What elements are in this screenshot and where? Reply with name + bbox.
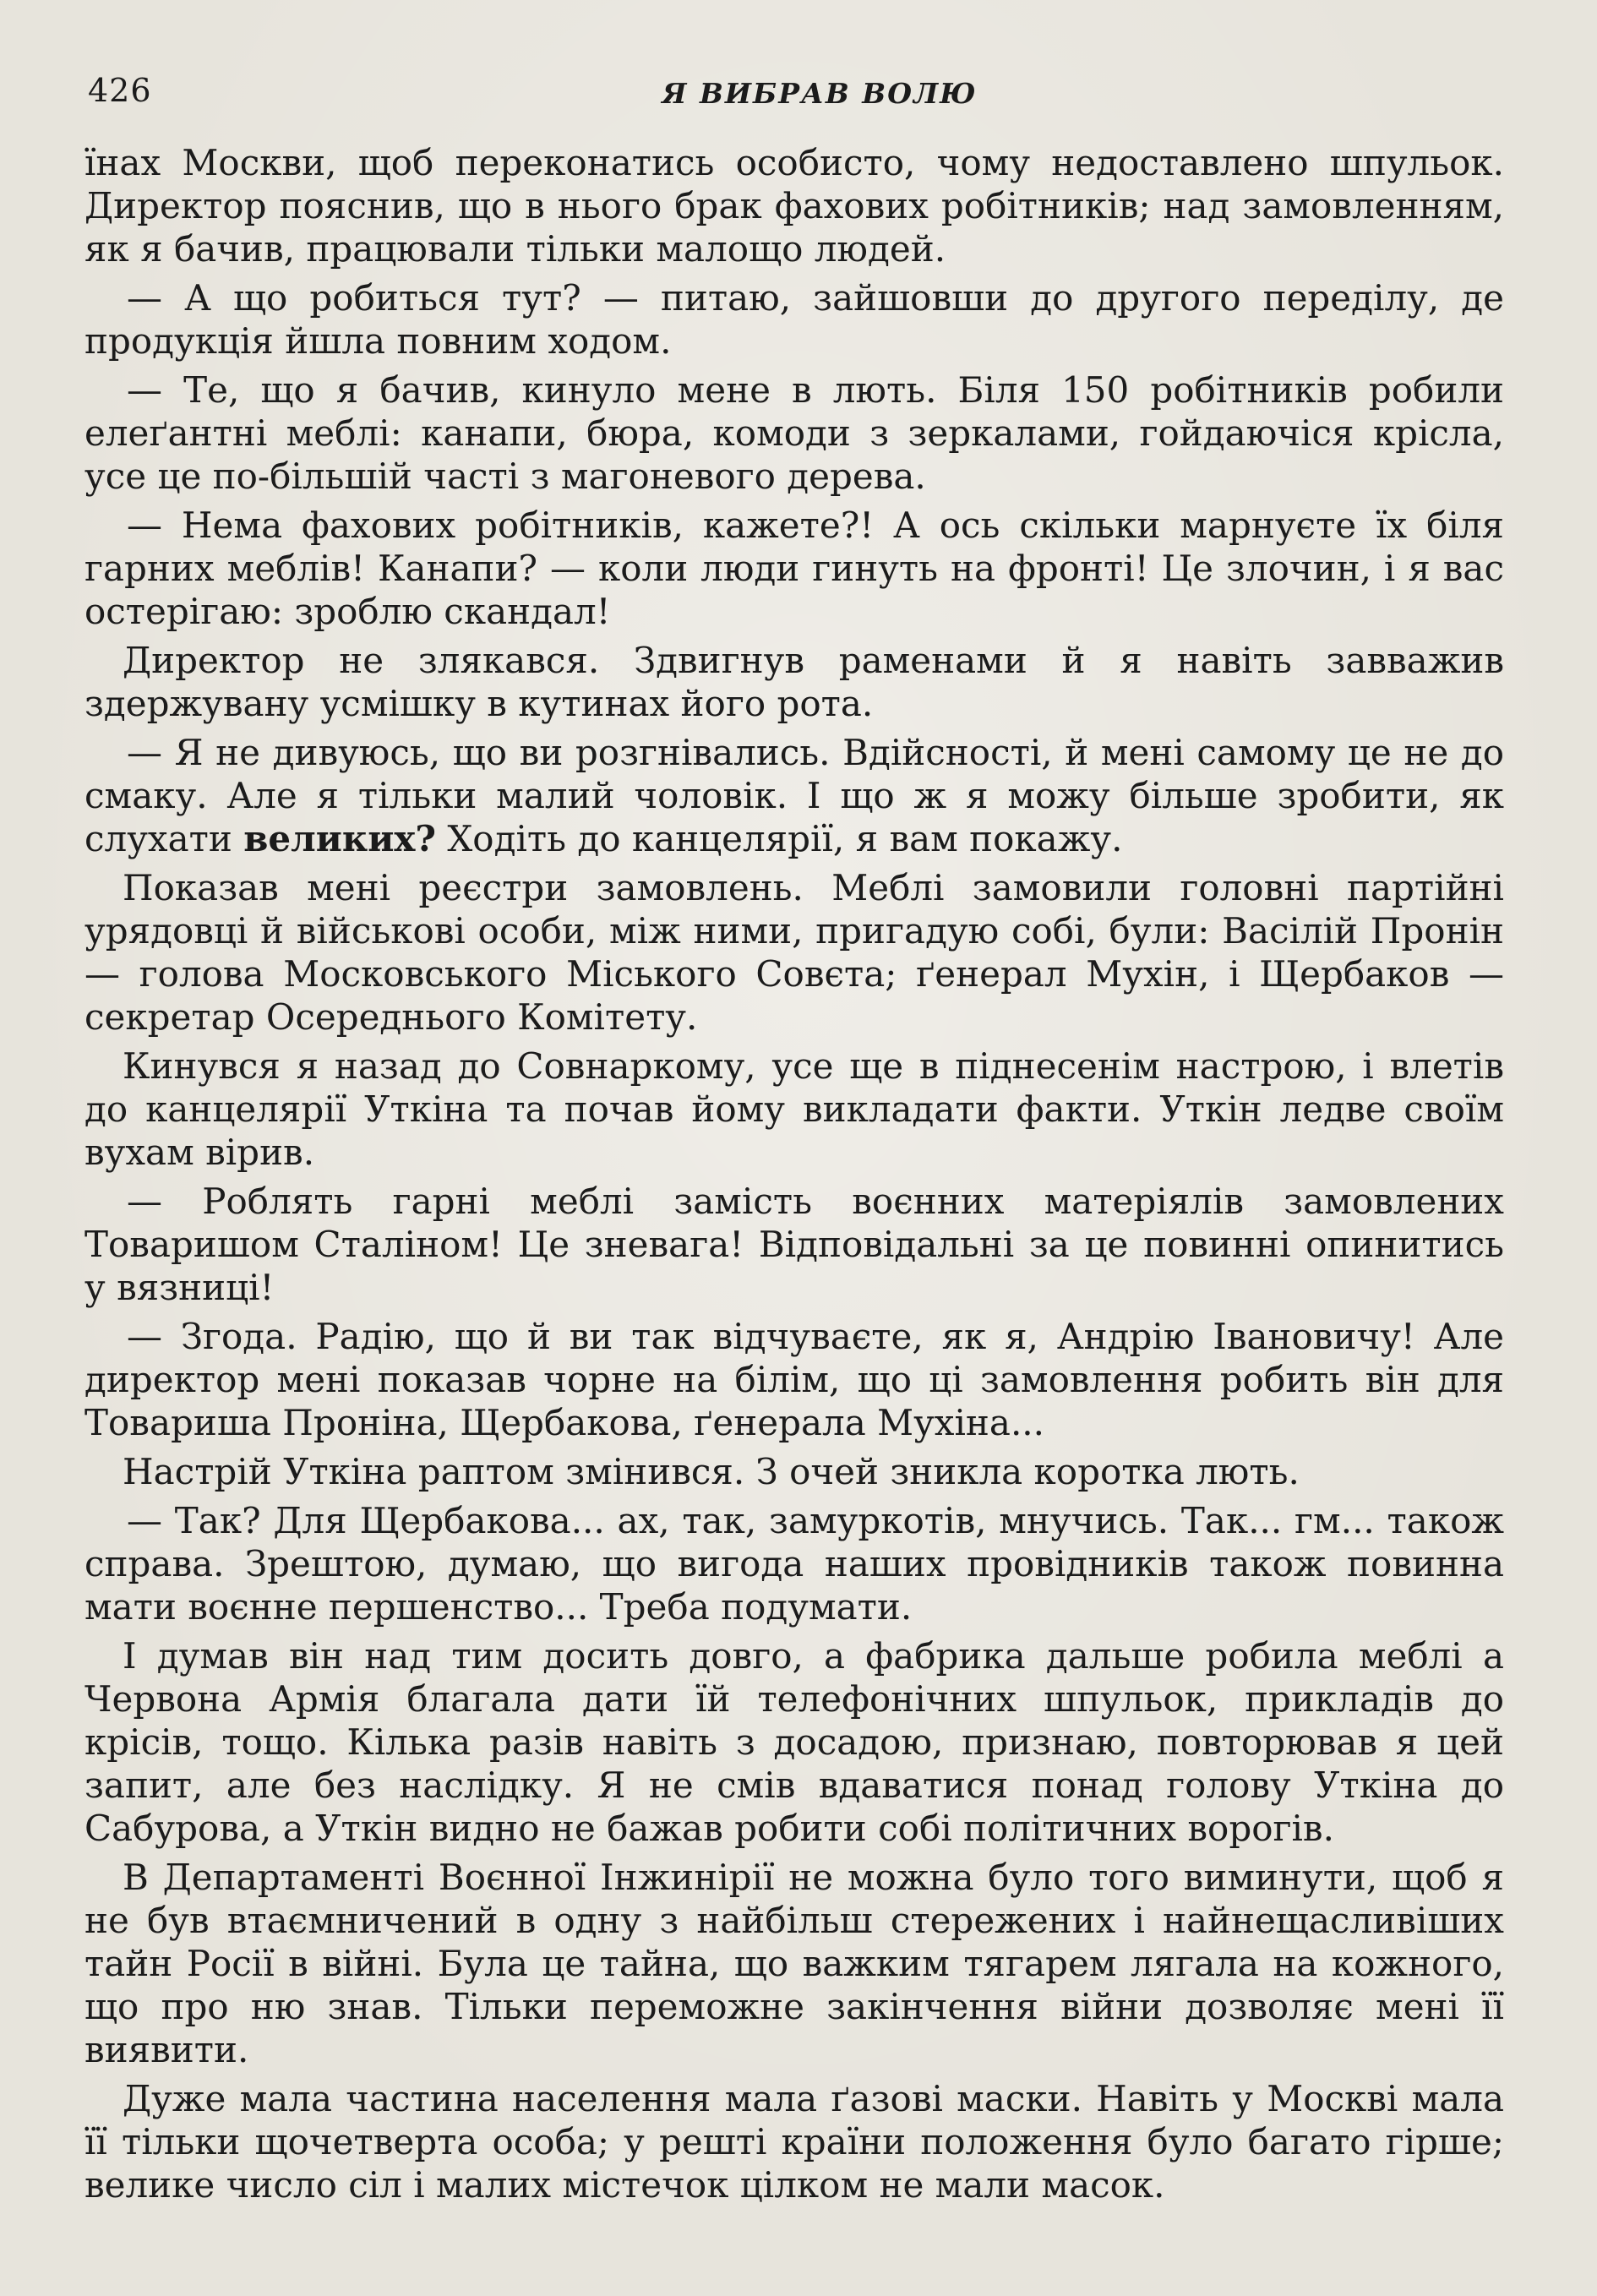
emphasis-text: великих? (243, 818, 437, 859)
page-number: 426 (88, 72, 152, 109)
paragraph: Кинувся я назад до Совнаркому, усе ще в піднесенім настрою, і влетів до канцелярії Уткіна та почав йому викладати факти. Уткін ледве своїм вухам вірив. (84, 1045, 1504, 1173)
paragraph: їнах Москви, щоб переконатись особисто, чому недоставлено шпульок. Директор пояснив, що в нього брак фахових робітників; над замовленням, як я бачив, працювали тільки малощо людей. (84, 142, 1504, 270)
paragraph: — А що робиться тут? — питаю, зайшовши до другого переділу, де продукція йшла повним ходом. (84, 277, 1504, 362)
paragraph: Дуже мала частина населення мала ґазові маски. Навіть у Москві мала її тільки щочетверта особа; у решті країни положення було багато гірше; велике число сіл і малих містечок цілком не мали масок. (84, 2078, 1504, 2206)
paragraph: — Роблять гарні меблі замість воєнних матеріялів замовлених Товаришом Сталіном! Це зневага! Відповідальні за це повинні опинитись у вязниці! (84, 1181, 1504, 1308)
paragraph-text: Ходіть до канцелярії, я вам покажу. (436, 818, 1123, 859)
paragraph: — Згода. Радію, що й ви так відчуваєте, як я, Андрію Івановичу! Але директор мені показав чорне на білім, що ці замовлення робить він для Товариша Проніна, Щербакова, ґенерала Мухіна... (84, 1316, 1504, 1443)
paragraph (84, 731, 1504, 860)
paragraph: Настрій Уткіна раптом змінився. З очей зникла коротка лють. (123, 1451, 1300, 1492)
paragraph: І думав він над тим досить довго, а фабрика дальше робила меблі а Червона Армія благала дати їй телефонічних шпульок, прикладів до крісів, тощо. Кілька разів навіть з досадою, признаю, повторював я цей запит, але без наслідку. Я не смів вдаватися понад голову Уткіна до Сабурова, а Уткін видно не бажав робити собі політичних ворогів. (84, 1635, 1504, 1849)
body-text (84, 141, 1504, 2206)
paragraph: — Нема фахових робітників, кажете?! А ось скільки марнуєте їх біля гарних меблів! Канапи? — коли люди гинуть на фронті! Це злочин, і я вас остерігаю: зроблю скандал! (84, 504, 1504, 632)
paragraph: Директор не злякався. Здвигнув раменами й я навіть завважив здержувану усмішку в кутинах його рота. (84, 640, 1504, 724)
paragraph: — Так? Для Щербакова... ах, так, замуркотів, мнучись. Так... гм... також справа. Зрештою, думаю, що вигода наших провідників також повинна мати воєнне першенство... Треба подумати. (84, 1500, 1504, 1628)
page-header (84, 72, 1504, 123)
running-title: Я ВИБРАВ ВОЛЮ (662, 77, 978, 110)
paragraph-text: — Я не дивуюсь, що ви розгнівались. Вдійсності, й мені самому це не до смаку. Але я тільки малий чоловік. І що ж я можу більше зробити, як слухати (84, 732, 1504, 859)
paragraph: Показав мені реєстри замовлень. Меблі замовили головні партійні урядовці й військові особи, між ними, пригадую собі, були: Васілій Пронін — голова Московського Міського Совєта; ґенерал Мухін, і Щербаков — секретар Осереднього Комітету. (84, 867, 1504, 1038)
paragraph: В Департаменті Воєнної Інжинірії не можна було того виминути, щоб я не був втаємничений в одну з найбільш стережених і найнещасливіших тайн Росії в війні. Була це тайна, що важким тягарем лягала на кожного, що про ню знав. Тільки переможне закінчення війни дозволяє мені її виявити. (84, 1857, 1504, 2070)
paragraph: — Те, що я бачив, кинуло мене в лють. Біля 150 робітників робили елеґантні меблі: канапи, бюра, комоди з зеркалами, гойдаючіся крісла, усе це по-більшій часті з магоневого дерева. (84, 369, 1504, 497)
